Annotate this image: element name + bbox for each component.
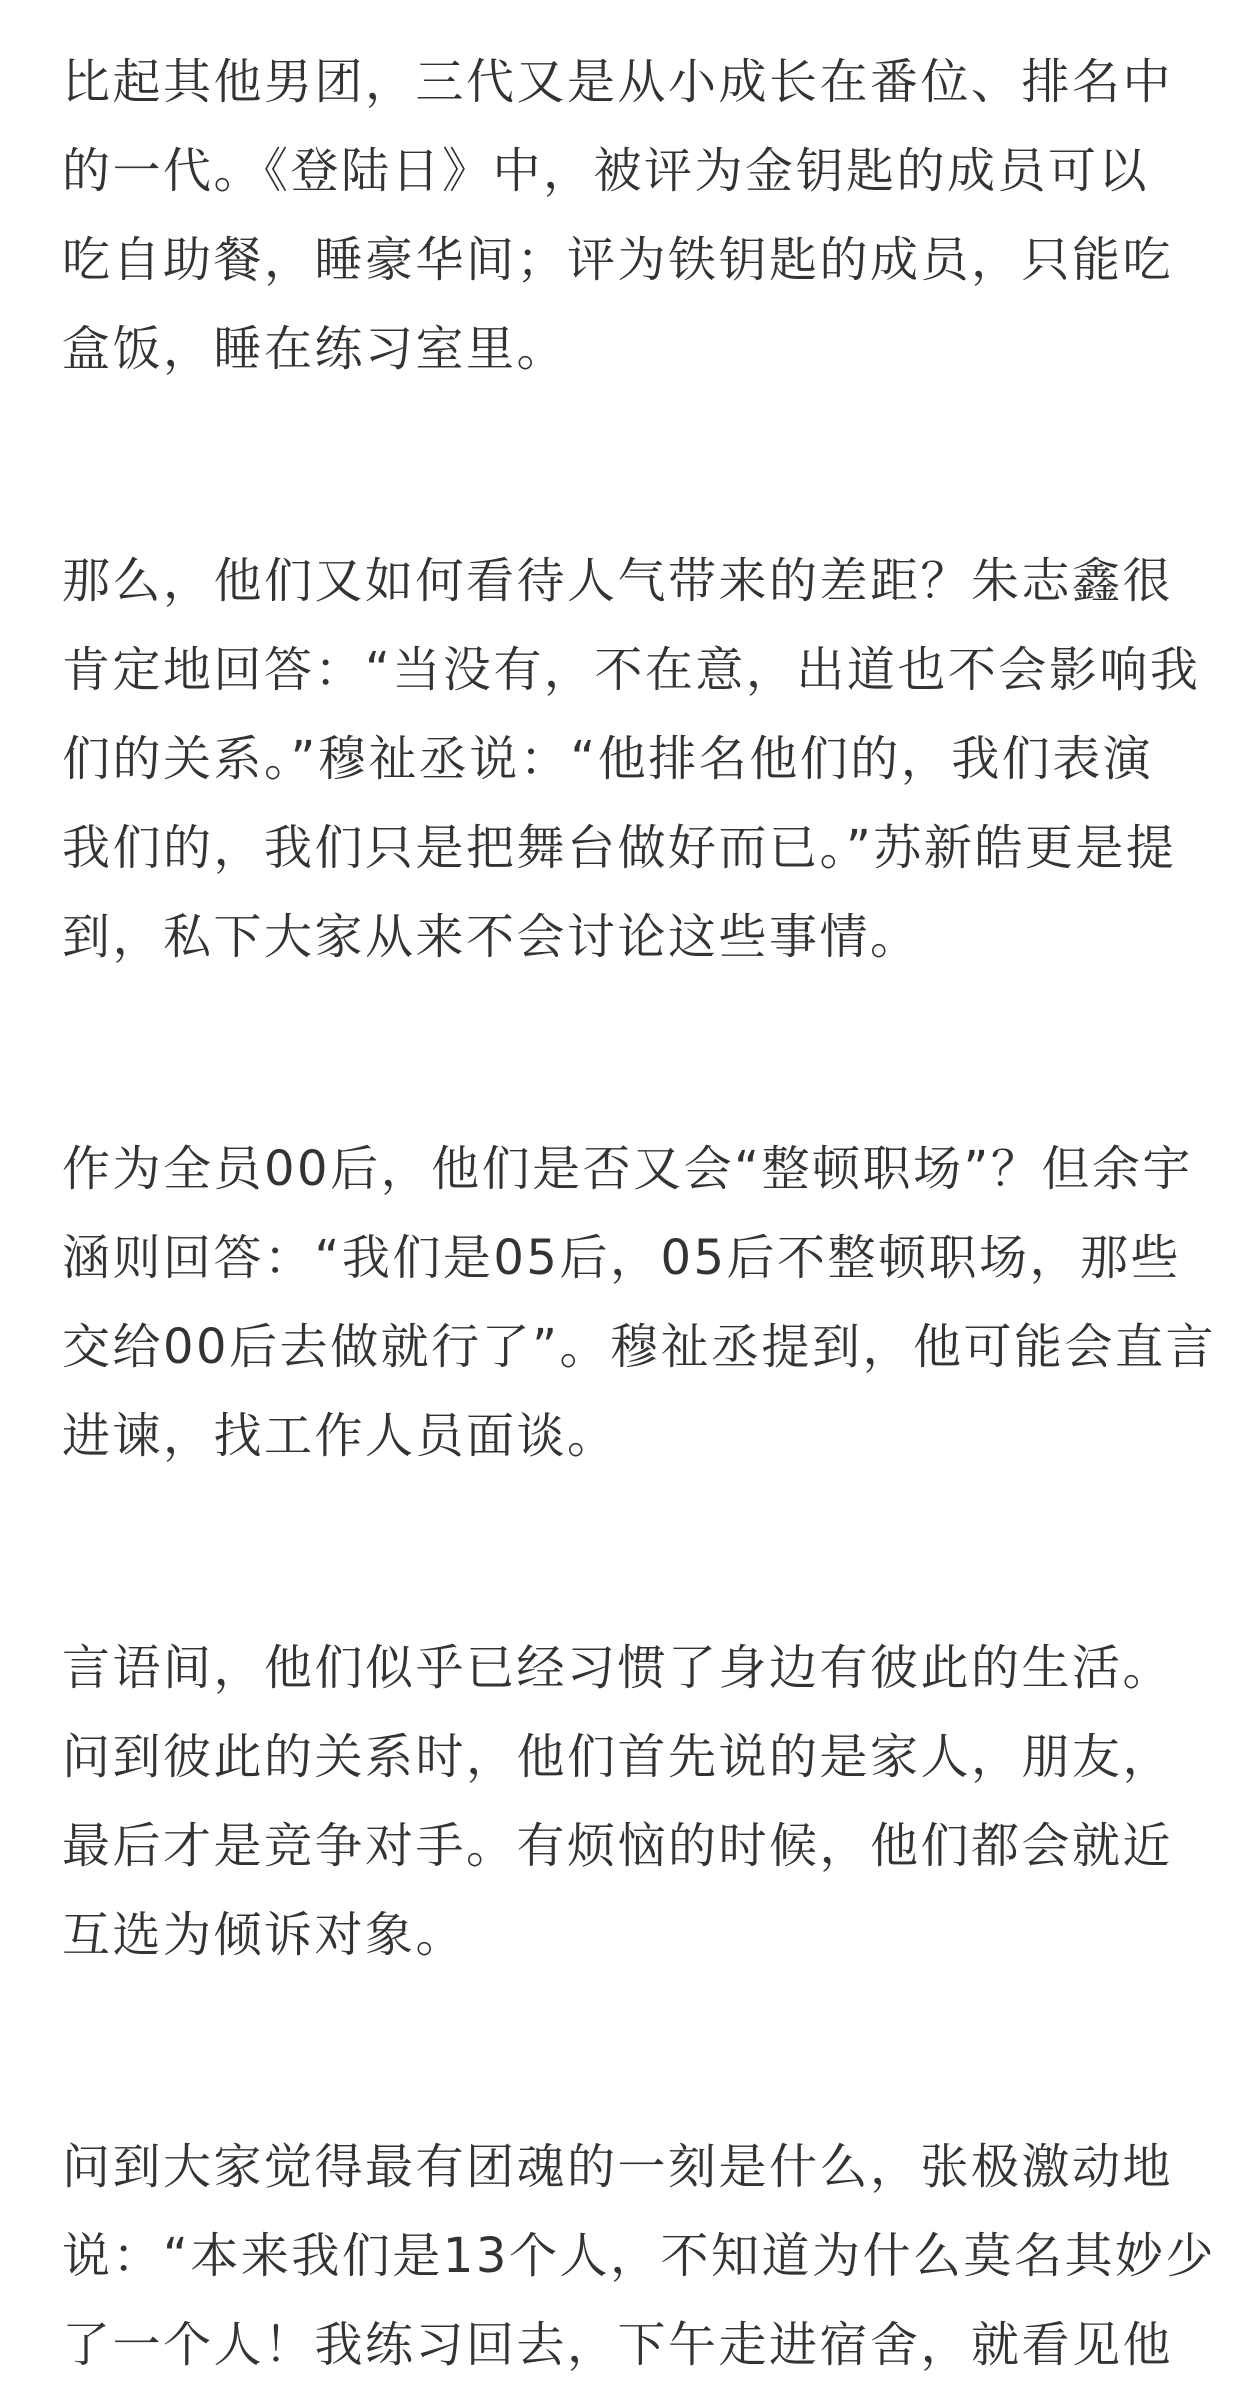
text-line: 互选为倾诉对象。 bbox=[62, 1907, 467, 1963]
paragraph-spacer bbox=[62, 1980, 1192, 2123]
paragraph-5 bbox=[62, 2123, 1216, 2390]
paragraph-spacer bbox=[62, 982, 1192, 1125]
text-line: 最后才是竞争对手。有烦恼的时候，他们都会就近 bbox=[62, 1818, 1174, 1874]
text-line: 我们的，我们只是把舞台做好而已。”苏新皓更是提 bbox=[62, 820, 1177, 876]
text-line: 吃自助餐，睡豪华间；评为铁钥匙的成员，只能吃 bbox=[62, 232, 1174, 288]
text-line: 肯定地回答：“当没有，不在意，出道也不会影响我 bbox=[62, 642, 1201, 698]
paragraph-4 bbox=[62, 1624, 1192, 1980]
text-line: 比起其他男团，三代又是从小成长在番位、排名中 bbox=[62, 54, 1174, 110]
text-line: 作为全员00后，他们是否又会“整顿职场”？但余宇 bbox=[62, 1141, 1193, 1197]
text-line: 言语间，他们似乎已经习惯了身边有彼此的生活。 bbox=[62, 1640, 1174, 1696]
text-line: 问到大家觉得最有团魂的一刻是什么，张极激动地 bbox=[62, 2139, 1174, 2195]
paragraph-3 bbox=[62, 1125, 1216, 1481]
text-line: 进谏，找工作人员面谈。 bbox=[62, 1408, 618, 1464]
paragraph-2 bbox=[62, 537, 1201, 982]
text-line: 的一代。《登陆日》中，被评为金钥匙的成员可以 bbox=[62, 143, 1150, 199]
text-line: 那么，他们又如何看待人气带来的差距？朱志鑫很 bbox=[62, 553, 1174, 609]
article-body bbox=[62, 38, 1216, 2390]
text-line: 涵则回答：“我们是05后，05后不整顿职场，那些 bbox=[62, 1230, 1182, 1286]
text-line: 们的关系。”穆祉丞说：“他排名他们的，我们表演 bbox=[62, 731, 1154, 787]
paragraph-spacer bbox=[62, 1481, 1192, 1624]
paragraph-1 bbox=[62, 38, 1192, 394]
text-line: 盒饭，睡在练习室里。 bbox=[62, 321, 568, 377]
text-line: 了一个人！我练习回去，下午走进宿舍，就看见他 bbox=[62, 2317, 1174, 2373]
text-line: 说：“本来我们是13个人，不知道为什么莫名其妙少 bbox=[62, 2228, 1216, 2284]
paragraph-spacer bbox=[62, 394, 1192, 537]
text-line: 交给00后去做就行了”。穆祉丞提到，他可能会直言 bbox=[62, 1319, 1216, 1375]
text-line: 问到彼此的关系时，他们首先说的是家人，朋友， bbox=[62, 1729, 1174, 1785]
text-line: 到，私下大家从来不会讨论这些事情。 bbox=[62, 909, 921, 965]
